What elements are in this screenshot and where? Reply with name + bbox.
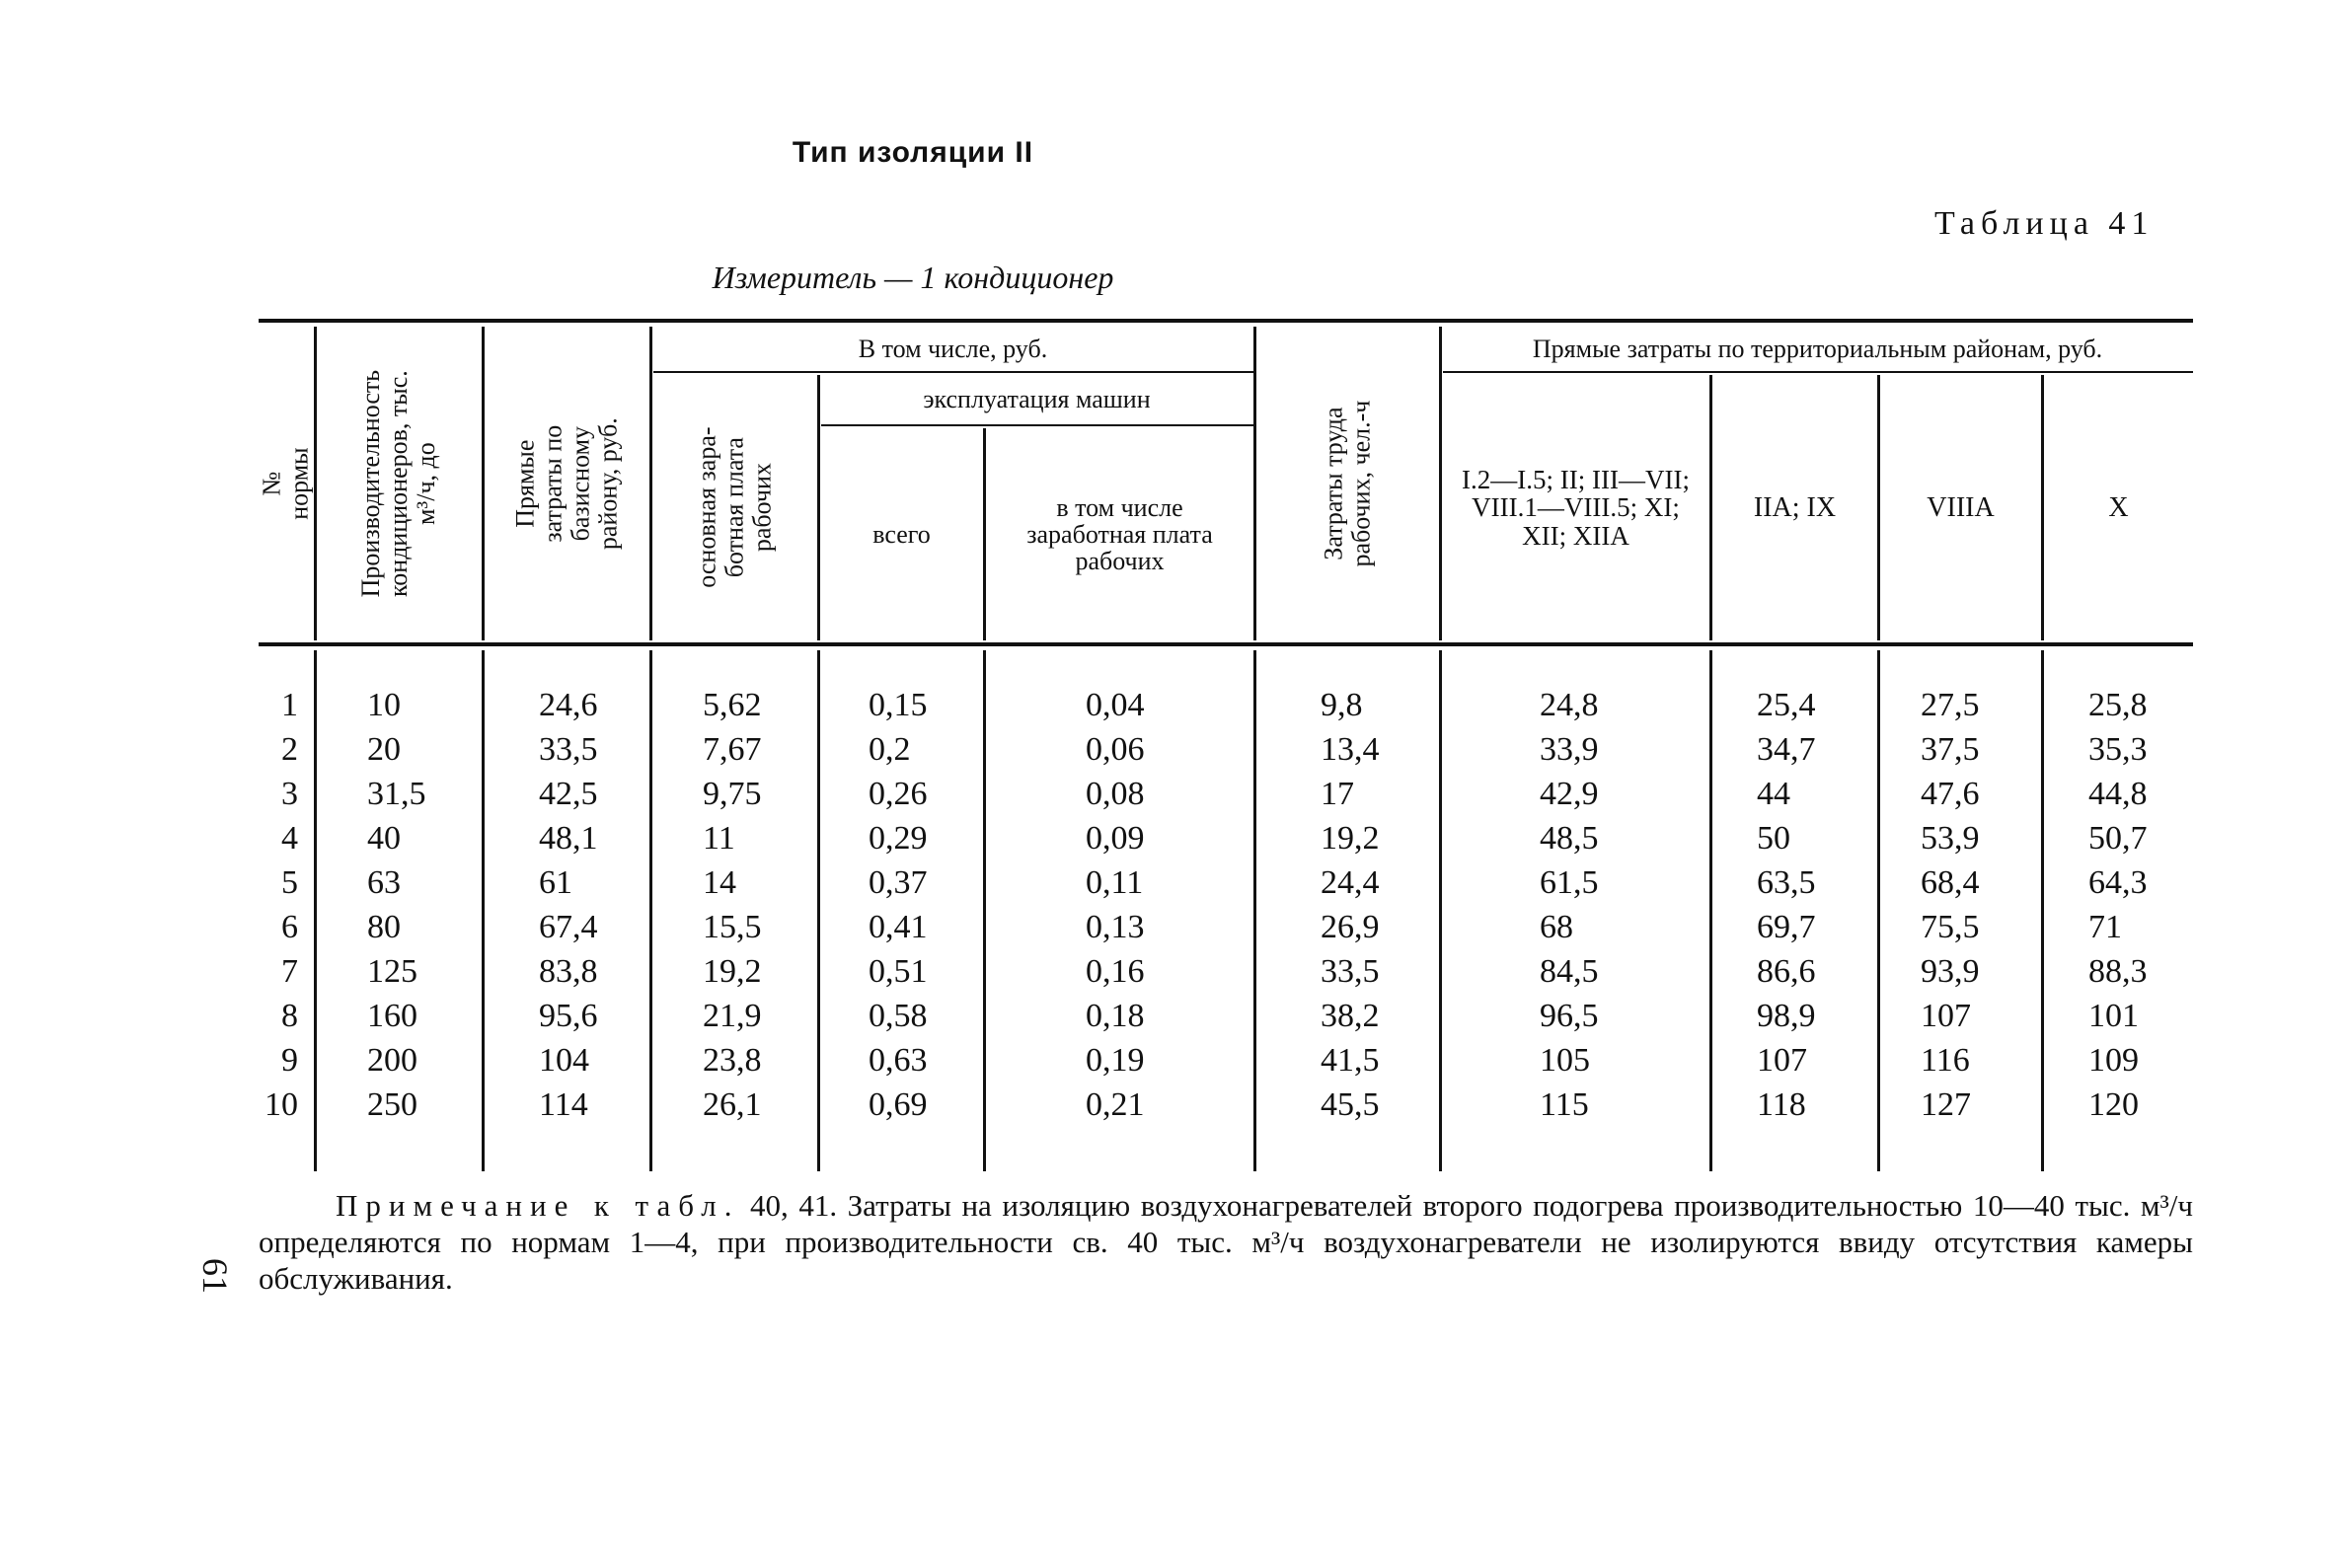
cell-r1: 42,9 <box>1540 776 1599 812</box>
cell-r1: 48,5 <box>1540 820 1599 857</box>
cell-wage: 15,5 <box>703 909 762 945</box>
cell-mwage: 0,13 <box>1086 909 1145 945</box>
table-row <box>0 1083 2270 1127</box>
cell-mwage: 0,21 <box>1086 1086 1145 1123</box>
table-row <box>0 861 2270 905</box>
cell-mach: 0,26 <box>869 776 928 812</box>
cell-direct: 24,6 <box>539 687 598 723</box>
cell-r3: 53,9 <box>1921 820 1980 857</box>
cell-n: 6 <box>281 909 298 945</box>
cell-mach: 0,63 <box>869 1042 928 1079</box>
cell-n: 4 <box>281 820 298 857</box>
cell-r2: 34,7 <box>1757 731 1816 768</box>
table-row <box>0 906 2270 949</box>
cell-r2: 69,7 <box>1757 909 1816 945</box>
cell-r4: 50,7 <box>2088 820 2148 857</box>
table-row <box>0 728 2270 772</box>
cell-direct: 33,5 <box>539 731 598 768</box>
cell-r4: 44,8 <box>2088 776 2148 812</box>
cell-direct: 61 <box>539 864 572 901</box>
table-row <box>0 773 2270 816</box>
cell-mwage: 0,16 <box>1086 953 1145 990</box>
cell-r3: 107 <box>1921 998 1971 1034</box>
cell-r3: 116 <box>1921 1042 1970 1079</box>
cell-direct: 104 <box>539 1042 589 1079</box>
page-number: 61 <box>195 1258 235 1294</box>
cell-direct: 48,1 <box>539 820 598 857</box>
table-row <box>0 684 2270 727</box>
cell-mwage: 0,04 <box>1086 687 1145 723</box>
machines-rule <box>821 424 1253 426</box>
header-bottom-rule <box>259 642 2193 646</box>
cell-r1: 33,9 <box>1540 731 1599 768</box>
cell-wage: 11 <box>703 820 735 857</box>
cell-r3: 37,5 <box>1921 731 1980 768</box>
section-title: Тип изоляции II <box>792 136 1034 169</box>
cell-n: 1 <box>281 687 298 723</box>
cell-direct: 114 <box>539 1086 588 1123</box>
cell-mwage: 0,09 <box>1086 820 1145 857</box>
cell-mach: 0,51 <box>869 953 928 990</box>
cell-n: 8 <box>281 998 298 1034</box>
cell-r2: 107 <box>1757 1042 1807 1079</box>
cell-mach: 0,41 <box>869 909 928 945</box>
cell-r2: 98,9 <box>1757 998 1816 1034</box>
cell-n: 9 <box>281 1042 298 1079</box>
cell-labor: 17 <box>1321 776 1354 812</box>
cell-r3: 47,6 <box>1921 776 1980 812</box>
cell-r4: 25,8 <box>2088 687 2148 723</box>
table-row <box>0 1039 2270 1083</box>
cell-wage: 7,67 <box>703 731 762 768</box>
cell-labor: 9,8 <box>1321 687 1363 723</box>
header-including: В том числе, руб. <box>858 334 1048 363</box>
cell-n: 5 <box>281 864 298 901</box>
note-text: 40, 41. Затраты на изоляцию воздухонагревателей второго подогрева производительностью 10—40 тыс. м³/ч определяются по нормам 1—4, при производительности св. 40 тыс. м³/ч воздухонагреватели не изолируются ввиду отсутствия камеры обслуживания. <box>259 1188 2194 1296</box>
cell-r3: 75,5 <box>1921 909 1980 945</box>
cell-cap: 160 <box>367 998 417 1034</box>
cell-r1: 84,5 <box>1540 953 1599 990</box>
cell-cap: 125 <box>367 953 417 990</box>
table-label: Таблица 41 <box>1934 205 2155 242</box>
cell-mwage: 0,08 <box>1086 776 1145 812</box>
cell-wage: 26,1 <box>703 1086 762 1123</box>
cell-wage: 9,75 <box>703 776 762 812</box>
cell-cap: 40 <box>367 820 401 857</box>
cell-mwage: 0,19 <box>1086 1042 1145 1079</box>
cell-r1: 61,5 <box>1540 864 1599 901</box>
cell-cap: 250 <box>367 1086 417 1123</box>
cell-r4: 109 <box>2088 1042 2139 1079</box>
cell-labor: 26,9 <box>1321 909 1380 945</box>
cell-n: 10 <box>265 1086 298 1123</box>
header-labor: Затраты труда рабочих, чел.-ч <box>1319 400 1376 567</box>
cell-mach: 0,69 <box>869 1086 928 1123</box>
cell-r3: 93,9 <box>1921 953 1980 990</box>
cell-wage: 23,8 <box>703 1042 762 1079</box>
cell-cap: 10 <box>367 687 401 723</box>
cell-r2: 118 <box>1757 1086 1806 1123</box>
cell-wage: 14 <box>703 864 736 901</box>
cell-mwage: 0,06 <box>1086 731 1145 768</box>
regions-rule <box>1443 371 2193 373</box>
cell-r1: 105 <box>1540 1042 1590 1079</box>
cell-mach: 0,29 <box>869 820 928 857</box>
cell-r1: 115 <box>1540 1086 1589 1123</box>
including-rule <box>653 371 1253 373</box>
cell-r2: 50 <box>1757 820 1790 857</box>
header-base-wage: основная зара-ботная плата рабочих <box>692 426 777 589</box>
measure-unit: Измеритель — 1 кондиционер <box>712 260 1114 295</box>
header-norm-no: № нормы <box>257 447 314 520</box>
cell-r2: 25,4 <box>1757 687 1816 723</box>
table-row <box>0 950 2270 994</box>
cell-mach: 0,15 <box>869 687 928 723</box>
note-heading: Примечание к табл. <box>336 1188 740 1223</box>
cell-direct: 42,5 <box>539 776 598 812</box>
cell-labor: 24,4 <box>1321 864 1380 901</box>
cell-r3: 68,4 <box>1921 864 1980 901</box>
cell-mach: 0,2 <box>869 731 911 768</box>
cell-r2: 44 <box>1757 776 1790 812</box>
cell-r1: 24,8 <box>1540 687 1599 723</box>
cell-r3: 127 <box>1921 1086 1971 1123</box>
cell-wage: 19,2 <box>703 953 762 990</box>
header-region-4: X <box>2108 491 2129 523</box>
table-note <box>259 1187 2193 1297</box>
cell-wage: 5,62 <box>703 687 762 723</box>
cell-cap: 63 <box>367 864 401 901</box>
cell-mwage: 0,11 <box>1086 864 1144 901</box>
cell-r4: 88,3 <box>2088 953 2148 990</box>
cell-n: 3 <box>281 776 298 812</box>
header-region-1: I.2—I.5; II; III—VII; VIII.1—VIII.5; XI; XII; XIIA <box>1462 464 1690 551</box>
table-row <box>0 817 2270 860</box>
cell-labor: 38,2 <box>1321 998 1380 1034</box>
cell-r1: 68 <box>1540 909 1573 945</box>
cell-labor: 33,5 <box>1321 953 1380 990</box>
header-machines-wage: в том числе заработная плата рабочих <box>1026 492 1213 576</box>
cell-direct: 95,6 <box>539 998 598 1034</box>
cell-r2: 86,6 <box>1757 953 1816 990</box>
cell-labor: 19,2 <box>1321 820 1380 857</box>
cell-mwage: 0,18 <box>1086 998 1145 1034</box>
cell-labor: 13,4 <box>1321 731 1380 768</box>
table-top-rule <box>259 319 2193 323</box>
header-direct-costs: Прямые затраты по базисному району, руб. <box>510 417 623 550</box>
cell-n: 7 <box>281 953 298 990</box>
cell-cap: 200 <box>367 1042 417 1079</box>
cell-cap: 20 <box>367 731 401 768</box>
table-row <box>0 995 2270 1038</box>
header-machine-operation: эксплуатация машин <box>923 385 1151 414</box>
cell-wage: 21,9 <box>703 998 762 1034</box>
cell-mach: 0,58 <box>869 998 928 1034</box>
cell-cap: 80 <box>367 909 401 945</box>
cell-r1: 96,5 <box>1540 998 1599 1034</box>
header-machines-total: всего <box>872 519 931 549</box>
cell-r4: 101 <box>2088 998 2139 1034</box>
cell-direct: 67,4 <box>539 909 598 945</box>
header-regions: Прямые затраты по территориальным районам, руб. <box>1532 334 2103 363</box>
cell-labor: 41,5 <box>1321 1042 1380 1079</box>
cell-r4: 71 <box>2088 909 2122 945</box>
header-region-2: IIA; IX <box>1753 491 1837 523</box>
cell-r4: 64,3 <box>2088 864 2148 901</box>
header-capacity: Производительность кондиционеров, тыс. м³/ч, до <box>356 369 441 598</box>
cell-labor: 45,5 <box>1321 1086 1380 1123</box>
cell-r4: 120 <box>2088 1086 2139 1123</box>
cell-cap: 31,5 <box>367 776 426 812</box>
cell-r3: 27,5 <box>1921 687 1980 723</box>
cell-direct: 83,8 <box>539 953 598 990</box>
cell-r4: 35,3 <box>2088 731 2148 768</box>
cell-r2: 63,5 <box>1757 864 1816 901</box>
cell-mach: 0,37 <box>869 864 928 901</box>
header-region-3: VIIIA <box>1927 491 1995 523</box>
cell-n: 2 <box>281 731 298 768</box>
